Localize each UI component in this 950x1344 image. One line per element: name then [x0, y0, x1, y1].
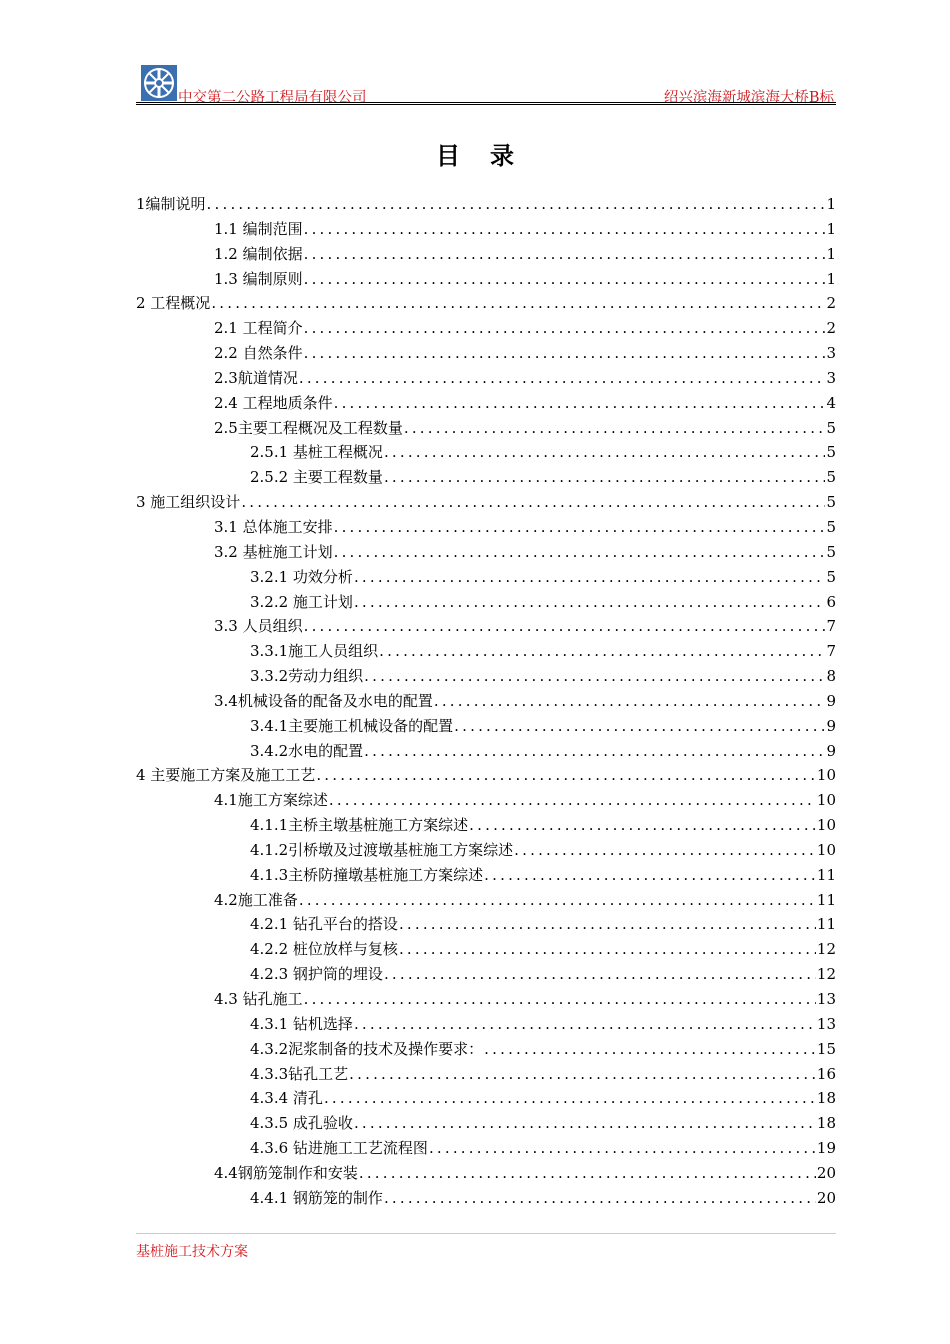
toc-entry[interactable] — [136, 515, 836, 540]
toc-entry-title: 3.1 总体施工安排 — [214, 517, 333, 536]
toc-entry[interactable] — [136, 838, 836, 863]
toc-entry-title: 4.3.1 钻机选择 — [250, 1014, 353, 1033]
toc-leader-dots — [329, 788, 816, 813]
toc-entry-title: 3.4.1主要施工机械设备的配置 — [250, 716, 454, 735]
toc-entry-page: 1 — [826, 219, 836, 238]
toc-leader-dots — [304, 267, 826, 292]
toc-entry-page: 10 — [816, 816, 836, 835]
toc-leader-dots — [334, 515, 826, 540]
toc-entry-page: 15 — [816, 1039, 836, 1058]
toc-entry-title: 1.2 编制依据 — [214, 244, 303, 263]
toc-entry[interactable] — [136, 490, 836, 515]
toc-leader-dots — [514, 838, 816, 863]
toc-entry-title: 2.2 自然条件 — [214, 344, 303, 363]
toc-leader-dots — [359, 1161, 816, 1186]
toc-leader-dots — [241, 490, 825, 515]
toc-entry-title: 2 工程概况 — [136, 294, 211, 313]
toc-entry-page: 5 — [826, 567, 836, 586]
toc-entry-page: 11 — [816, 915, 836, 934]
toc-entry-page: 18 — [816, 1089, 836, 1108]
toc-leader-dots — [207, 192, 826, 217]
toc-entry-title: 4 主要施工方案及施工工艺 — [136, 766, 316, 785]
toc-entry-page: 10 — [816, 766, 836, 785]
toc-entry-title: 4.2施工准备 — [214, 890, 298, 909]
toc-leader-dots — [304, 316, 826, 341]
toc-entry-title: 1.1 编制范围 — [214, 219, 303, 238]
toc-leader-dots — [304, 341, 826, 366]
toc-entry-page: 5 — [826, 517, 836, 536]
footer-title: 基桩施工技术方案 — [136, 1244, 248, 1260]
toc-entry[interactable] — [136, 664, 836, 689]
toc-leader-dots — [334, 540, 826, 565]
toc-entry-title: 2.1 工程简介 — [214, 319, 303, 338]
toc-entry-page: 10 — [816, 840, 836, 859]
toc-leader-dots — [434, 689, 826, 714]
toc-entry[interactable] — [136, 416, 836, 441]
toc-entry-page: 9 — [826, 691, 836, 710]
toc-leader-dots — [324, 1086, 816, 1111]
company-logo-icon — [140, 64, 178, 102]
toc-entry-title: 4.1.1主桥主墩基桩施工方案综述 — [250, 816, 469, 835]
toc-leader-dots — [211, 291, 825, 316]
toc-leader-dots — [384, 465, 826, 490]
toc-entry-page: 8 — [826, 667, 836, 686]
toc-entry-page: 5 — [826, 493, 836, 512]
toc-entry-title: 3 施工组织设计 — [136, 493, 241, 512]
toc-entry-page: 1 — [826, 244, 836, 263]
project-name: 绍兴滨海新城滨海大桥B标 — [663, 90, 834, 106]
table-of-contents — [136, 192, 836, 1211]
toc-entry-title: 2.5主要工程概况及工程数量 — [214, 418, 403, 437]
toc-entry-title: 3.3.2劳动力组织 — [250, 667, 364, 686]
toc-entry[interactable] — [136, 763, 836, 788]
toc-entry-page: 10 — [816, 791, 836, 810]
toc-entry-title: 4.3 钻孔施工 — [214, 990, 303, 1008]
toc-entry[interactable] — [136, 689, 836, 714]
toc-entry-title: 3.2.2 施工计划 — [250, 592, 353, 611]
toc-entry[interactable] — [136, 242, 836, 267]
toc-entry-page: 4 — [826, 393, 836, 412]
toc-entry[interactable] — [136, 391, 836, 416]
toc-leader-dots — [399, 912, 816, 937]
toc-entry-page: 1 — [826, 195, 836, 213]
toc-entry[interactable] — [136, 316, 836, 341]
toc-entry[interactable] — [136, 540, 836, 565]
toc-leader-dots — [299, 366, 826, 391]
toc-entry-title: 3.2 基桩施工计划 — [214, 542, 333, 561]
toc-entry-title: 3.4机械设备的配备及水电的配置 — [214, 691, 433, 710]
toc-entry-title: 4.3.6 钻进施工工艺流程图 — [250, 1139, 428, 1158]
toc-entry[interactable] — [136, 1086, 836, 1111]
toc-entry[interactable] — [136, 888, 836, 913]
toc-entry[interactable] — [136, 937, 836, 962]
toc-entry[interactable] — [136, 1111, 836, 1136]
toc-entry-title: 3.3 人员组织 — [214, 617, 303, 636]
toc-leader-dots — [364, 664, 825, 689]
toc-entry-title: 4.4.1 钢筋笼的制作 — [250, 1188, 383, 1207]
toc-entry-title: 4.3.2泥浆制备的技术及操作要求： — [250, 1039, 484, 1058]
toc-entry[interactable] — [136, 1062, 836, 1087]
toc-entry-title: 4.4钢筋笼制作和安装 — [214, 1163, 358, 1182]
toc-entry[interactable] — [136, 565, 836, 590]
toc-entry-page: 7 — [826, 617, 836, 636]
toc-leader-dots — [384, 1186, 816, 1211]
toc-leader-dots — [304, 242, 826, 267]
toc-entry-title: 4.2.2 桩位放样与复核 — [250, 940, 398, 959]
toc-leader-dots — [399, 937, 816, 962]
toc-entry[interactable] — [136, 912, 836, 937]
toc-entry[interactable] — [136, 1037, 836, 1062]
toc-entry[interactable] — [136, 366, 836, 391]
toc-entry[interactable] — [136, 614, 836, 639]
toc-leader-dots — [354, 1111, 816, 1136]
toc-entry-page: 5 — [826, 443, 836, 462]
toc-entry[interactable] — [136, 863, 836, 888]
toc-entry-page: 19 — [816, 1139, 836, 1158]
toc-entry-page: 3 — [826, 368, 836, 387]
toc-leader-dots — [454, 714, 825, 739]
toc-entry[interactable] — [136, 465, 836, 490]
toc-entry-page: 9 — [826, 741, 836, 760]
toc-leader-dots — [316, 763, 816, 788]
toc-entry-title: 2.5.1 基桩工程概况 — [250, 443, 383, 462]
toc-entry[interactable] — [136, 1012, 836, 1037]
toc-leader-dots — [379, 639, 825, 664]
toc-entry-page: 18 — [816, 1114, 836, 1133]
toc-entry-page: 5 — [826, 418, 836, 437]
toc-entry-title: 3.3.1施工人员组织 — [250, 642, 379, 661]
toc-entry-title: 1编制说明 — [136, 195, 206, 213]
footer-rule — [136, 1233, 836, 1234]
toc-entry[interactable] — [136, 267, 836, 292]
toc-leader-dots — [404, 416, 826, 441]
toc-entry[interactable] — [136, 813, 836, 838]
toc-entry-page: 7 — [826, 642, 836, 661]
toc-entry[interactable] — [136, 987, 836, 1012]
toc-entry[interactable] — [136, 739, 836, 764]
toc-entry[interactable] — [136, 1186, 836, 1211]
toc-leader-dots — [384, 962, 816, 987]
toc-entry-page: 6 — [826, 592, 836, 611]
toc-leader-dots — [304, 217, 826, 242]
toc-leader-dots — [299, 888, 816, 913]
toc-entry-title: 3.2.1 功效分析 — [250, 567, 353, 586]
toc-entry[interactable] — [136, 192, 836, 217]
page-title: 目录 — [436, 142, 544, 170]
toc-entry-page: 2 — [826, 294, 836, 313]
toc-leader-dots — [304, 987, 816, 1012]
toc-leader-dots — [364, 739, 825, 764]
toc-entry-page: 2 — [826, 319, 836, 338]
header-rule-secondary — [136, 104, 836, 105]
toc-entry-title: 3.4.2水电的配置 — [250, 741, 364, 760]
toc-entry-page: 12 — [816, 940, 836, 959]
company-name: 中交第二公路工程局有限公司 — [178, 90, 367, 106]
toc-entry[interactable] — [136, 639, 836, 664]
toc-entry[interactable] — [136, 341, 836, 366]
toc-entry-page: 20 — [816, 1163, 836, 1182]
toc-entry-title: 4.1.3主桥防撞墩基桩施工方案综述 — [250, 865, 484, 884]
toc-entry-page: 5 — [826, 468, 836, 487]
toc-entry-title: 4.2.1 钻孔平台的搭设 — [250, 915, 398, 934]
toc-leader-dots — [354, 565, 826, 590]
toc-entry[interactable] — [136, 590, 836, 615]
header-rule — [136, 102, 836, 103]
toc-entry[interactable] — [136, 291, 836, 316]
toc-entry-title: 4.1.2引桥墩及过渡墩基桩施工方案综述 — [250, 840, 514, 859]
toc-entry-title: 2.5.2 主要工程数量 — [250, 468, 383, 487]
toc-entry[interactable] — [136, 1136, 836, 1161]
toc-entry-page: 9 — [826, 716, 836, 735]
toc-entry[interactable] — [136, 788, 836, 813]
toc-entry-page: 11 — [816, 865, 836, 884]
toc-leader-dots — [354, 590, 826, 615]
toc-entry[interactable] — [136, 962, 836, 987]
toc-leader-dots — [304, 614, 826, 639]
toc-entry-title: 4.3.3钻孔工艺 — [250, 1064, 349, 1083]
toc-entry[interactable] — [136, 1161, 836, 1186]
toc-entry-page: 11 — [816, 890, 836, 909]
toc-entry-title: 4.3.5 成孔验收 — [250, 1114, 353, 1133]
toc-entry[interactable] — [136, 714, 836, 739]
toc-entry-page: 12 — [816, 965, 836, 984]
toc-entry-title: 2.3航道情况 — [214, 368, 298, 387]
toc-entry-title: 4.3.4 清孔 — [250, 1089, 323, 1108]
toc-entry-page: 5 — [826, 542, 836, 561]
toc-entry-title: 1.3 编制原则 — [214, 269, 303, 288]
toc-leader-dots — [429, 1136, 816, 1161]
page-header — [136, 62, 836, 104]
toc-leader-dots — [469, 813, 816, 838]
toc-leader-dots — [334, 391, 826, 416]
toc-entry[interactable] — [136, 217, 836, 242]
toc-leader-dots — [484, 863, 816, 888]
toc-entry-page: 3 — [826, 344, 836, 363]
toc-leader-dots — [384, 440, 826, 465]
toc-entry-title: 4.2.3 钢护筒的埋设 — [250, 965, 383, 984]
toc-entry-page: 13 — [816, 1014, 836, 1033]
toc-entry-title: 2.4 工程地质条件 — [214, 393, 333, 412]
toc-entry-page: 1 — [826, 269, 836, 288]
toc-leader-dots — [349, 1062, 816, 1087]
toc-leader-dots — [484, 1037, 816, 1062]
toc-entry[interactable] — [136, 440, 836, 465]
toc-entry-page: 20 — [816, 1188, 836, 1207]
toc-entry-title: 4.1施工方案综述 — [214, 791, 328, 810]
toc-leader-dots — [354, 1012, 816, 1037]
toc-entry-page: 13 — [816, 990, 836, 1008]
toc-entry-page: 16 — [816, 1064, 836, 1083]
